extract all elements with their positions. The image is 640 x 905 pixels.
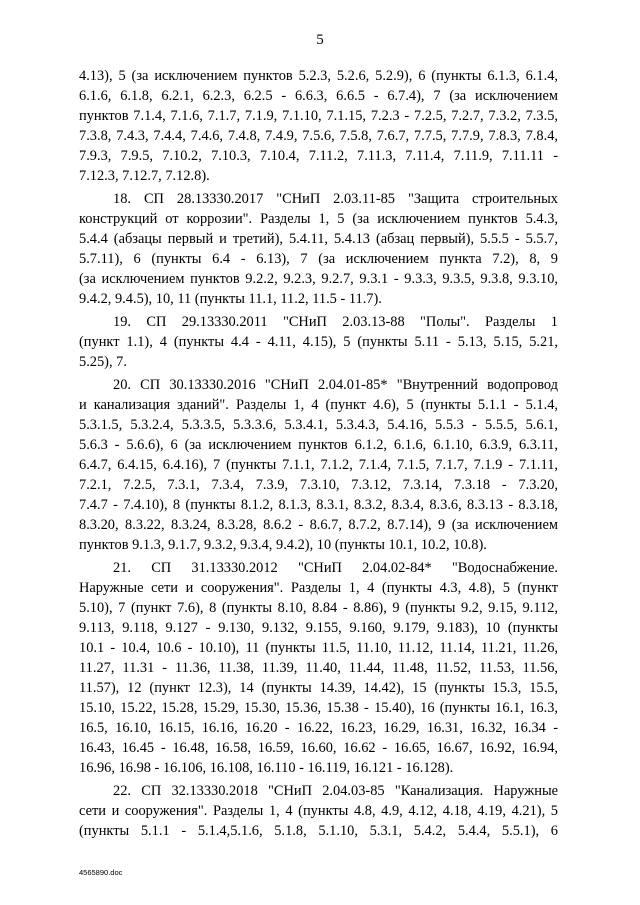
paragraph-item-21 [79, 558, 558, 778]
text-line: (за исключением пунктов 9.2.2, 9.2.3, 9.2.7, 9.3.1 - 9.3.3, 9.3.5, 9.3.8, 9.3.10, [79, 271, 558, 287]
text-line: сети и сооружения". Разделы 1, 4 (пункты 4.8, 4.9, 4.12, 4.18, 4.19, 4.21), 5 [79, 803, 558, 819]
text-line: 22. СП 32.13330.2018 "СНиП 2.04.03-85 "Канализация. Наружные [113, 783, 558, 799]
text-line: 5.6.3 - 5.6.6), 6 (за исключением пунктов 6.1.2, 6.1.6, 6.1.10, 6.3.9, 6.3.11, [79, 437, 558, 453]
text-line: 6.4.7, 6.4.15, 6.4.16), 7 (пункты 7.1.1, 7.1.2, 7.1.4, 7.1.5, 7.1.7, 7.1.9 - 7.1.11, [79, 457, 558, 473]
text-line: 9.113, 9.118, 9.127 - 9.130, 9.132, 9.155, 9.160, 9.179, 9.183), 10 (пункты [79, 620, 558, 636]
text-line: 10.1 - 10.4, 10.6 - 10.10), 11 (пункты 11.5, 11.10, 11.12, 11.14, 11.21, 11.26, [79, 640, 558, 656]
text-line: 5.25), 7. [79, 354, 127, 370]
paragraph-continuation [79, 66, 558, 186]
text-line: 11.27, 11.31 - 11.36, 11.38, 11.39, 11.40, 11.44, 11.48, 11.52, 11.53, 11.56, [79, 660, 558, 676]
paragraph-item-18 [79, 189, 558, 309]
text-line: 7.12.3, 7.12.7, 7.12.8). [79, 168, 210, 184]
text-line: 11.57), 12 (пункт 12.3), 14 (пункты 14.39, 14.42), 15 (пункты 15.3, 15.5, [79, 680, 558, 696]
text-line: пунктов 9.1.3, 9.1.7, 9.3.2, 9.3.4, 9.4.2), 10 (пункты 10.1, 10.2, 10.8). [79, 537, 487, 553]
text-line: 6.1.6, 6.1.8, 6.2.1, 6.2.3, 6.2.5 - 6.6.3, 6.6.5 - 6.7.4), 7 (за исключением [79, 88, 558, 104]
text-line: (пункты 5.1.1 - 5.1.4,5.1.6, 5.1.8, 5.1.10, 5.3.1, 5.4.2, 5.4.4, 5.5.1), 6 [79, 823, 558, 839]
document-file-id: 4565890.doc [79, 868, 123, 877]
text-line: 16.5, 16.10, 16.15, 16.16, 16.20 - 16.22, 16.23, 16.29, 16.31, 16.32, 16.34 - [79, 720, 558, 736]
page-number: 5 [316, 32, 324, 48]
text-line: 18. СП 28.13330.2017 "СНиП 2.03.11-85 "Защита строительных [113, 191, 558, 207]
text-line: (пункт 1.1), 4 (пункты 4.4 - 4.11, 4.15), 5 (пункты 5.11 - 5.13, 5.15, 5.21, [79, 334, 558, 350]
text-line: 20. СП 30.13330.2016 "СНиП 2.04.01-85* "Внутренний водопровод [113, 377, 558, 393]
text-line: 16.96, 16.98 - 16.106, 16.108, 16.110 - 16.119, 16.121 - 16.128). [79, 760, 454, 776]
paragraph-item-22 [79, 781, 558, 841]
text-line: 5.10), 7 (пункт 7.6), 8 (пункты 8.10, 8.84 - 8.86), 9 (пункты 9.2, 9.15, 9.112, [79, 600, 558, 616]
text-line: 16.43, 16.45 - 16.48, 16.58, 16.59, 16.60, 16.62 - 16.65, 16.67, 16.92, 16.94, [79, 740, 558, 756]
text-line: 21. СП 31.13330.2012 "СНиП 2.04.02-84* "Водоснабжение. [113, 560, 558, 576]
text-line: 9.4.2, 9.4.5), 10, 11 (пункты 11.1, 11.2, 11.5 - 11.7). [79, 291, 382, 307]
text-line: и канализация зданий". Разделы 1, 4 (пункт 4.6), 5 (пункты 5.1.1 - 5.1.4, [79, 397, 558, 413]
paragraph-item-19 [79, 312, 558, 372]
text-line: 7.2.1, 7.2.5, 7.3.1, 7.3.4, 7.3.9, 7.3.10, 7.3.12, 7.3.14, 7.3.18 - 7.3.20, [79, 477, 558, 493]
document-body [79, 66, 558, 844]
text-line: пунктов 7.1.4, 7.1.6, 7.1.7, 7.1.9, 7.1.10, 7.1.15, 7.2.3 - 7.2.5, 7.2.7, 7.3.2, 7.3.5, [79, 108, 558, 124]
text-line: 5.3.1.5, 5.3.2.4, 5.3.3.5, 5.3.3.6, 5.3.4.1, 5.3.4.3, 5.4.16, 5.5.3 - 5.5.5, 5.6.1, [79, 417, 558, 433]
text-line: 8.3.20, 8.3.22, 8.3.24, 8.3.28, 8.6.2 - 8.6.7, 8.7.2, 8.7.14), 9 (за исключением [79, 517, 558, 533]
text-line: 15.10, 15.22, 15.28, 15.29, 15.30, 15.36, 15.38 - 15.40), 16 (пункты 16.1, 16.3, [79, 700, 558, 716]
text-line: 7.9.3, 7.9.5, 7.10.2, 7.10.3, 7.10.4, 7.11.2, 7.11.3, 7.11.4, 7.11.9, 7.11.11 - [79, 148, 558, 164]
text-line: Наружные сети и сооружения". Разделы 1, 4 (пункты 4.3, 4.8), 5 (пункт [79, 580, 558, 596]
paragraph-item-20 [79, 375, 558, 555]
text-line: 5.7.11), 6 (пункты 6.4 - 6.13), 7 (за исключением пункта 7.2), 8, 9 [79, 251, 558, 267]
text-line: 19. СП 29.13330.2011 "СНиП 2.03.13-88 "Полы". Разделы 1 [113, 314, 558, 330]
text-line: 7.3.8, 7.4.3, 7.4.4, 7.4.6, 7.4.8, 7.4.9, 7.5.6, 7.5.8, 7.6.7, 7.7.5, 7.7.9, 7.8.3, 7.8.4, [79, 128, 558, 144]
text-line: конструкций от коррозии". Разделы 1, 5 (за исключением пунктов 5.4.3, [79, 211, 558, 227]
text-line: 5.4.4 (абзацы первый и третий), 5.4.11, 5.4.13 (абзац первый), 5.5.5 - 5.5.7, [79, 231, 558, 247]
text-line: 7.4.7 - 7.4.10), 8 (пункты 8.1.2, 8.1.3, 8.3.1, 8.3.2, 8.3.4, 8.3.6, 8.3.13 - 8.3.18, [79, 497, 558, 513]
text-line: 4.13), 5 (за исключением пунктов 5.2.3, 5.2.6, 5.2.9), 6 (пункты 6.1.3, 6.1.4, [79, 68, 558, 84]
